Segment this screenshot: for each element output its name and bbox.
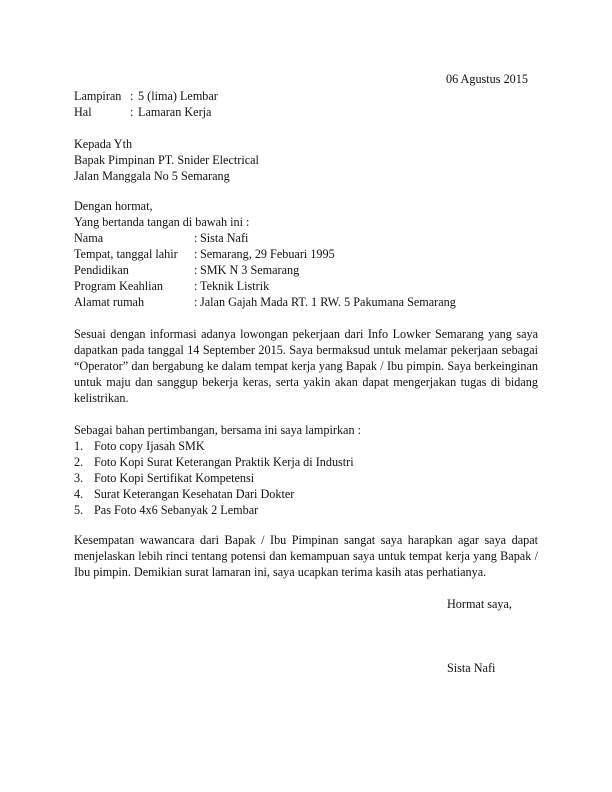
letter-meta bbox=[74, 88, 218, 120]
hal-separator: : bbox=[130, 105, 134, 119]
detail-label: Tempat, tanggal lahir bbox=[74, 247, 178, 261]
addressee-name: Bapak Pimpinan PT. Snider Electrical bbox=[74, 153, 259, 167]
detail-value: Jalan Gajah Mada RT. 1 RW. 5 Pakumana Semarang bbox=[200, 295, 456, 309]
addressee-address: Jalan Manggala No 5 Semarang bbox=[74, 169, 230, 183]
list-item bbox=[74, 502, 354, 518]
closing-salutation: Hormat saya, bbox=[447, 597, 512, 611]
list-item-text: Foto Kopi Surat Keterangan Praktik Kerja di Industri bbox=[94, 455, 354, 469]
hal-value: Lamaran Kerja bbox=[138, 105, 212, 119]
detail-row-program bbox=[74, 278, 456, 294]
list-item bbox=[74, 454, 354, 470]
detail-row-birth bbox=[74, 246, 456, 262]
detail-value: SMK N 3 Semarang bbox=[200, 263, 300, 277]
list-item bbox=[74, 470, 354, 486]
detail-value: Sista Nafi bbox=[200, 231, 249, 245]
detail-label: Pendidikan bbox=[74, 263, 129, 277]
list-item bbox=[74, 438, 354, 454]
list-item-text: Pas Foto 4x6 Sebanyak 2 Lembar bbox=[94, 503, 259, 517]
detail-label: Nama bbox=[74, 231, 104, 245]
list-item-number: 4. bbox=[74, 487, 84, 501]
lampiran-separator: : bbox=[130, 89, 134, 103]
detail-row-education bbox=[74, 262, 456, 278]
list-item-number: 3. bbox=[74, 471, 84, 485]
attachments-list bbox=[74, 438, 354, 518]
lampiran-label: Lampiran bbox=[74, 89, 122, 103]
detail-separator: : bbox=[194, 279, 198, 293]
detail-separator: : bbox=[194, 231, 198, 245]
signer-name: Sista Nafi bbox=[447, 661, 496, 675]
detail-value: Teknik Listrik bbox=[200, 279, 270, 293]
detail-separator: : bbox=[194, 247, 198, 261]
attachments-intro: Sebagai bahan pertimbangan, bersama ini saya lampirkan : bbox=[74, 423, 361, 437]
greeting: Dengan hormat, bbox=[74, 199, 153, 213]
addressee-block bbox=[74, 136, 259, 184]
hal-label: Hal bbox=[74, 105, 92, 119]
body-paragraph-1: Sesuai dengan informasi adanya lowongan pekerjaan dari Info Lowker Semarang yang saya dapatkan pada tanggal 14 September 2015. Saya bermaksud untuk melamar pekerjaan sebagai “Operator” dan bergabung ke dalam tempat kerja yang Bapak / Ibu pimpin. Saya berkeinginan untuk maju dan sanggup bekerja keras, serta yakin akan dapat mengerjakan tugas di bidang kelistrikan. bbox=[74, 327, 538, 405]
hal-row bbox=[74, 104, 218, 120]
list-item-text: Foto copy Ijasah SMK bbox=[94, 439, 205, 453]
detail-separator: : bbox=[194, 295, 198, 309]
list-item-number: 5. bbox=[74, 503, 84, 517]
detail-row-name bbox=[74, 230, 456, 246]
lampiran-value: 5 (lima) Lembar bbox=[138, 89, 218, 103]
list-item-text: Foto Kopi Sertifikat Kompetensi bbox=[94, 471, 255, 485]
intro-line: Yang bertanda tangan di bawah ini : bbox=[74, 215, 250, 229]
letter-date: 06 Agustus 2015 bbox=[446, 72, 528, 86]
lampiran-row bbox=[74, 88, 218, 104]
detail-value: Semarang, 29 Febuari 1995 bbox=[200, 247, 335, 261]
list-item bbox=[74, 486, 354, 502]
list-item-text: Surat Keterangan Kesehatan Dari Dokter bbox=[94, 487, 295, 501]
applicant-details bbox=[74, 230, 456, 310]
detail-label: Alamat rumah bbox=[74, 295, 145, 309]
detail-label: Program Keahlian bbox=[74, 279, 164, 293]
detail-row-address bbox=[74, 294, 456, 310]
addressee-salutation: Kepada Yth bbox=[74, 137, 133, 151]
list-item-number: 2. bbox=[74, 455, 84, 469]
detail-separator: : bbox=[194, 263, 198, 277]
body-paragraph-closing: Kesempatan wawancara dari Bapak / Ibu Pimpinan sangat saya harapkan agar saya dapat menjelaskan lebih rinci tentang potensi dan kemampuan saya untuk tempat kerja yang Bapak / Ibu pimpin. Demikian surat lamaran ini, saya ucapkan terima kasih atas perhatianya. bbox=[74, 533, 538, 579]
list-item-number: 1. bbox=[74, 439, 84, 453]
